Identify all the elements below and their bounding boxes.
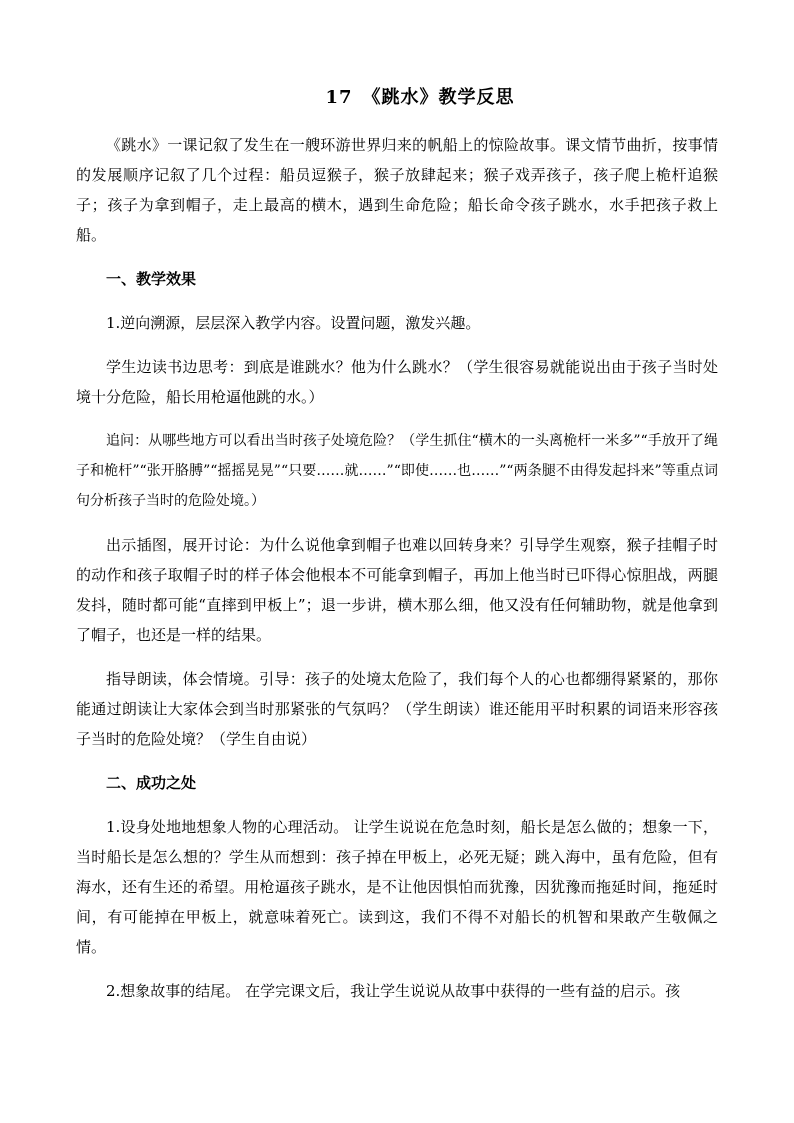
section1-item1: 1.逆向溯源，层层深入教学内容。设置问题，激发兴趣。: [106, 314, 481, 332]
document-title: 17 《跳水》教学反思: [325, 87, 515, 108]
section1-paragraph-1: 学生边读书边思考：到底是谁跳水？他为什么跳水？（学生很容易就能说出由于孩子当时处境十分危险，船长用枪逼他跳的水。）: [76, 358, 718, 406]
intro-paragraph: 《跳水》一课记叙了发生在一艘环游世界归来的帆船上的惊险故事。课文情节曲折，按事情的发展顺序记叙了几个过程：船员逗猴子，猴子放肆起来；猴子戏弄孩子，孩子爬上桅杆追猴子；孩子为拿到帽子，走上最高的横木，遇到生命危险；船长命令孩子跳水，水手把孩子救上船。: [76, 136, 718, 244]
section2-paragraph-1: 1.设身处地地想象人物的心理活动。 让学生说说在危急时刻，船长是怎么做的；想象一下，当时船长是怎么想的？学生从而想到：孩子掉在甲板上，必死无疑；跳入海中，虽有危险，但有海水，还有生还的希望。用枪逼孩子跳水，是不让他因惧怕而犹豫，因犹豫而拖延时间，拖延时间，有可能掉在甲板上，就意味着死亡。读到这，我们不得不对船长的机智和果敢产生敬佩之情。: [76, 818, 718, 956]
document-body: [76, 130, 718, 1020]
section-heading-successes: 二、成功之处: [106, 774, 197, 792]
section2-paragraph-2: 2.想象故事的结尾。 在学完课文后，我让学生说说从故事中获得的一些有益的启示。孩: [106, 982, 681, 1000]
section-heading-teaching-effect: 一、教学效果: [106, 270, 197, 288]
section1-paragraph-4: 指导朗读，体会情境。引导：孩子的处境太危险了，我们每个人的心也都绷得紧紧的，那你能通过朗读让大家体会到当时那紧张的气氛吗？（学生朗读）谁还能用平时积累的词语来形容孩子当时的危险处境？（学生自由说）: [76, 670, 718, 748]
section1-paragraph-3: 出示插图，展开讨论：为什么说他拿到帽子也难以回转身来？引导学生观察，猴子挂帽子时的动作和孩子取帽子时的样子体会他根本不可能拿到帽子，再加上他当时已吓得心惊胆战，两腿发抖，随时都可能“直摔到甲板上”；退一步讲，横木那么细，他又没有任何辅助物，就是他拿到了帽子，也还是一样的结果。: [76, 536, 718, 644]
section1-paragraph-2: 追问：从哪些地方可以看出当时孩子处境危险？（学生抓住“横木的一头离桅杆一米多”“手放开了绳子和桅杆”“张开胳膊”“摇摇晃晃”“只要……就……”“即使……也……”“两条腿不由得发起抖来”等重点词句分析孩子当时的危险处境。）: [76, 433, 718, 509]
